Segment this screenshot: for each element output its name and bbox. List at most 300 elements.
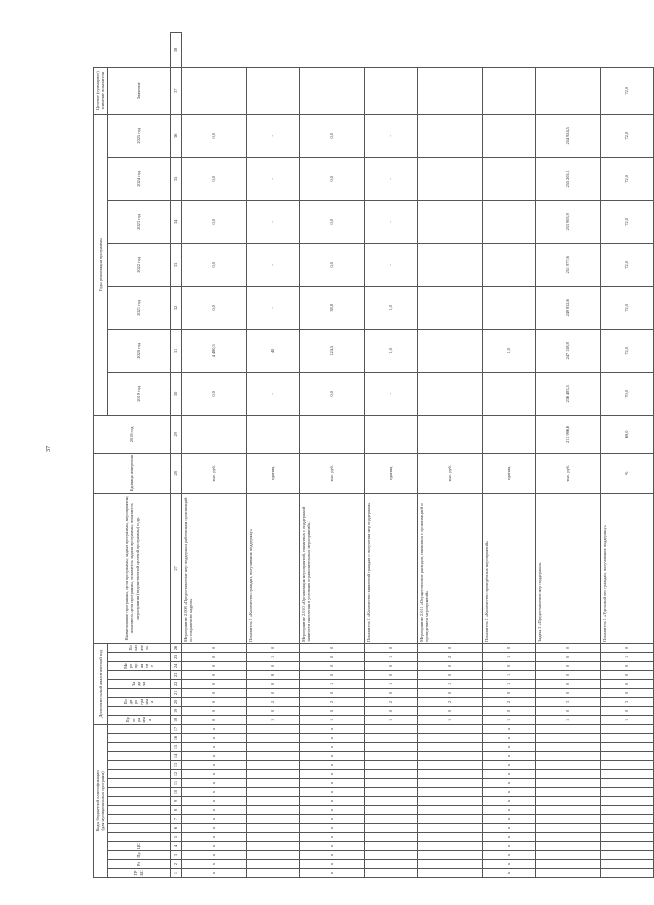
table-row	[417, 33, 482, 878]
budget-code-cell	[364, 824, 417, 833]
budget-code-cell: x	[181, 770, 246, 779]
table-row	[181, 33, 246, 878]
year-header: 2025 год	[107, 114, 170, 157]
program-name-header: Наименование программы, цели программы, задачи программы, мероприятия; показатель цели программы, показатель задачи программы, показатель мероприятия (ведомственной целевой программы) и др.	[94, 493, 171, 643]
budget-code-cell	[246, 815, 299, 824]
year-value-cell: -	[246, 243, 299, 286]
budget-code-cell	[364, 797, 417, 806]
budget-code-cell: x	[482, 797, 535, 806]
budget-code-cell	[364, 815, 417, 824]
additional-code-cell: 0	[417, 643, 482, 652]
year-value-cell	[417, 200, 482, 243]
year-value-cell: 1,0	[482, 329, 535, 372]
column-index: 9	[170, 797, 181, 806]
budget-code-cell	[417, 824, 482, 833]
budget-code-cell: x	[181, 851, 246, 860]
year-value-cell	[417, 372, 482, 415]
budget-code-cell: x	[181, 860, 246, 869]
year-value-cell: 0,0	[299, 157, 364, 200]
additional-code-cell: 0	[246, 661, 299, 670]
additional-code-cell: 1	[299, 715, 364, 724]
budget-code-subheader	[107, 743, 170, 752]
year-value-cell	[482, 200, 535, 243]
program-indicators-table	[93, 32, 654, 878]
budget-code-cell	[364, 851, 417, 860]
budget-code-cell	[535, 770, 600, 779]
year-value-cell: 1,0	[364, 329, 417, 372]
budget-code-cell	[417, 788, 482, 797]
year-value-cell	[482, 286, 535, 329]
budget-code-cell	[417, 842, 482, 851]
indicator-name-cell: Показатель 1 «Удельный вес граждан, получивших поддержку»	[600, 493, 653, 643]
additional-code-cell: 3	[600, 697, 653, 706]
budget-code-cell	[535, 761, 600, 770]
additional-code-cell: 0	[181, 715, 246, 724]
column-index: 11	[170, 779, 181, 788]
column-index: 28	[170, 453, 181, 493]
budget-code-cell	[600, 797, 653, 806]
budget-code-subheader: ЦС	[107, 842, 170, 851]
additional-code-cell: 0	[600, 670, 653, 679]
budget-code-cell	[417, 869, 482, 878]
page-number: 37	[46, 446, 52, 452]
additional-code-cell: 1	[246, 652, 299, 661]
budget-code-cell	[417, 761, 482, 770]
unit-cell: единиц	[246, 453, 299, 493]
budget-code-cell: x	[482, 833, 535, 842]
budget-code-cell: x	[482, 860, 535, 869]
budget-code-cell	[600, 779, 653, 788]
budget-code-cell	[535, 788, 600, 797]
budget-code-cell: x	[299, 779, 364, 788]
budget-code-cell	[417, 734, 482, 743]
base-year-cell	[181, 415, 246, 453]
year-value-cell: -	[364, 200, 417, 243]
additional-code-cell: 2	[299, 697, 364, 706]
budget-code-cell	[535, 743, 600, 752]
budget-code-cell: x	[181, 779, 246, 788]
year-value-cell: -	[246, 114, 299, 157]
year-value-cell: -	[246, 372, 299, 415]
year-value-cell: 0,0	[181, 200, 246, 243]
year-value-cell: -	[364, 372, 417, 415]
column-index: 24	[170, 661, 181, 670]
year-value-cell: 72,0	[600, 200, 653, 243]
budget-code-cell	[600, 842, 653, 851]
budget-code-cell: x	[181, 815, 246, 824]
additional-code-cell: 0	[181, 670, 246, 679]
budget-code-subheader	[107, 761, 170, 770]
year-value-cell: 72,0	[600, 157, 653, 200]
budget-code-cell	[600, 806, 653, 815]
target-value-cell	[181, 67, 246, 114]
budget-code-cell: x	[299, 734, 364, 743]
additional-code-subheader: Задача	[107, 679, 170, 688]
additional-code-cell: 0	[299, 706, 364, 715]
budget-code-cell: x	[482, 824, 535, 833]
additional-code-cell: 1	[482, 670, 535, 679]
budget-code-cell	[535, 833, 600, 842]
year-value-cell	[417, 114, 482, 157]
base-year-cell	[482, 415, 535, 453]
additional-code-cell: 0	[181, 643, 246, 652]
additional-code-cell: 2	[417, 697, 482, 706]
column-index: 26	[170, 643, 181, 652]
additional-code-cell: 1	[299, 679, 364, 688]
budget-code-cell	[600, 788, 653, 797]
budget-code-subheader	[107, 824, 170, 833]
additional-code-cell: 1	[246, 715, 299, 724]
additional-code-cell: 1	[364, 679, 417, 688]
year-value-cell: 253 905,9	[535, 200, 600, 243]
column-index: 19	[170, 706, 181, 715]
column-index: 33	[170, 243, 181, 286]
budget-code-cell: x	[482, 779, 535, 788]
column-index: 20	[170, 697, 181, 706]
column-index: 27	[170, 493, 181, 643]
year-value-cell: 1,0	[364, 286, 417, 329]
year-value-cell: -	[246, 200, 299, 243]
budget-code-cell: x	[482, 752, 535, 761]
column-index: 7	[170, 815, 181, 824]
additional-code-cell: 0	[417, 688, 482, 697]
budget-code-cell	[600, 743, 653, 752]
budget-code-cell	[535, 842, 600, 851]
year-value-cell: 0,0	[299, 243, 364, 286]
column-index: 3	[170, 851, 181, 860]
year-value-cell: -	[246, 157, 299, 200]
budget-code-cell: x	[299, 806, 364, 815]
additional-code-cell: 0	[482, 643, 535, 652]
year-value-cell: -	[364, 157, 417, 200]
additional-code-cell: 0	[482, 661, 535, 670]
unit-cell: тыс. руб.	[535, 453, 600, 493]
additional-code-subheader: Показатель	[107, 643, 170, 652]
budget-code-cell: x	[181, 806, 246, 815]
budget-code-cell	[600, 851, 653, 860]
budget-code-cell	[535, 752, 600, 761]
budget-code-cell	[246, 743, 299, 752]
year-value-cell: 70,0	[600, 372, 653, 415]
column-index: 13	[170, 761, 181, 770]
indicator-name-cell: Показатель 1 «Количество проведённых мероприятий»	[482, 493, 535, 643]
year-value-cell: 4 480,5	[181, 329, 246, 372]
budget-code-cell: x	[181, 824, 246, 833]
budget-code-cell: x	[482, 815, 535, 824]
budget-code-cell: x	[181, 797, 246, 806]
target-value-cell	[246, 67, 299, 114]
year-header: 2021 год	[107, 286, 170, 329]
additional-code-cell: 0	[181, 697, 246, 706]
additional-code-cell: 1	[600, 652, 653, 661]
additional-code-cell: 0	[482, 706, 535, 715]
additional-code-subheader	[107, 706, 170, 715]
additional-code-cell: 2	[246, 697, 299, 706]
additional-code-cell: 3	[535, 697, 600, 706]
target-value-cell	[482, 67, 535, 114]
budget-code-cell	[364, 833, 417, 842]
additional-code-cell: 0	[364, 643, 417, 652]
target-value-cell	[535, 67, 600, 114]
column-index: 35	[170, 157, 181, 200]
year-value-cell	[482, 114, 535, 157]
year-value-cell	[417, 286, 482, 329]
budget-code-cell	[246, 724, 299, 733]
additional-code-header: Дополнительный аналитический код	[94, 643, 108, 724]
additional-code-cell: 0	[364, 706, 417, 715]
year-value-cell: -	[364, 114, 417, 157]
budget-code-subheader	[107, 779, 170, 788]
column-index: 23	[170, 670, 181, 679]
budget-code-cell	[364, 770, 417, 779]
additional-code-subheader: Программа	[107, 715, 170, 724]
budget-code-cell: x	[299, 743, 364, 752]
budget-code-cell	[600, 833, 653, 842]
additional-code-cell: 0	[535, 679, 600, 688]
budget-code-cell	[600, 770, 653, 779]
budget-code-cell	[364, 734, 417, 743]
budget-code-cell	[417, 797, 482, 806]
additional-code-cell: 1	[364, 652, 417, 661]
budget-code-subheader	[107, 770, 170, 779]
budget-code-cell	[600, 869, 653, 878]
additional-code-cell: 0	[246, 679, 299, 688]
additional-code-cell: 0	[246, 688, 299, 697]
year-value-cell: 247 158,8	[535, 329, 600, 372]
target-value-cell	[417, 67, 482, 114]
additional-code-cell: 0	[600, 661, 653, 670]
base-year-cell	[364, 415, 417, 453]
additional-code-cell: 0	[417, 661, 482, 670]
additional-code-cell: 0	[482, 688, 535, 697]
unit-cell: тыс. руб.	[417, 453, 482, 493]
budget-code-cell: x	[299, 851, 364, 860]
budget-code-cell	[417, 779, 482, 788]
column-index: 8	[170, 806, 181, 815]
year-value-cell	[417, 157, 482, 200]
budget-code-cell: x	[299, 788, 364, 797]
budget-code-cell	[535, 869, 600, 878]
budget-code-subheader	[107, 752, 170, 761]
budget-code-subheader	[107, 833, 170, 842]
year-header: 2020 год	[107, 329, 170, 372]
year-value-cell	[417, 329, 482, 372]
budget-code-cell: x	[299, 833, 364, 842]
year-value-cell: 0,0	[181, 114, 246, 157]
indicator-name-cell: Задача 3 «Предоставление мер поддержки»	[535, 493, 600, 643]
budget-code-cell: x	[299, 815, 364, 824]
table-row	[246, 33, 299, 878]
column-index: 12	[170, 770, 181, 779]
additional-code-cell: 1	[482, 715, 535, 724]
additional-code-subheader	[107, 688, 170, 697]
target-group-header: Целевое (суммарное) значение показателя	[94, 67, 108, 114]
budget-code-cell	[364, 869, 417, 878]
additional-code-cell: 0	[600, 706, 653, 715]
budget-code-cell	[246, 842, 299, 851]
year-value-cell: 124,5	[299, 329, 364, 372]
budget-code-cell	[246, 770, 299, 779]
table-row	[600, 33, 653, 878]
budget-code-cell: x	[299, 869, 364, 878]
budget-code-subheader	[107, 788, 170, 797]
budget-code-cell	[364, 788, 417, 797]
budget-code-cell	[364, 842, 417, 851]
indicator-name-cell: Мероприятие 2.008 «Предоставление мер поддержки работникам организаций по сохранению кадров»	[181, 493, 246, 643]
budget-code-cell: x	[299, 752, 364, 761]
budget-code-cell: x	[299, 770, 364, 779]
budget-code-cell	[246, 752, 299, 761]
budget-code-cell	[417, 724, 482, 733]
budget-code-cell	[246, 788, 299, 797]
budget-code-cell: x	[482, 770, 535, 779]
year-header: 2023 год	[107, 200, 170, 243]
budget-code-cell: x	[482, 851, 535, 860]
column-index: 16	[170, 734, 181, 743]
column-index: 6	[170, 824, 181, 833]
budget-code-cell	[417, 806, 482, 815]
year-value-cell: 38,8	[299, 286, 364, 329]
budget-code-cell	[417, 851, 482, 860]
additional-code-cell: 0	[600, 688, 653, 697]
budget-code-cell	[535, 824, 600, 833]
budget-code-cell: x	[181, 788, 246, 797]
additional-code-subheader: Мероприятие	[107, 661, 170, 670]
budget-code-cell: x	[482, 869, 535, 878]
year-value-cell: 251 977,6	[535, 243, 600, 286]
budget-code-cell: x	[482, 734, 535, 743]
budget-code-subheader: ГРБС	[107, 869, 170, 878]
year-value-cell: 40	[246, 329, 299, 372]
budget-code-cell: x	[181, 869, 246, 878]
budget-code-cell	[417, 752, 482, 761]
budget-code-cell	[246, 860, 299, 869]
additional-code-cell: 0	[299, 643, 364, 652]
year-value-cell	[482, 157, 535, 200]
budget-code-subheader	[107, 734, 170, 743]
additional-code-cell: 0	[181, 661, 246, 670]
additional-code-cell: 0	[417, 706, 482, 715]
year-value-cell: 254 924,5	[535, 114, 600, 157]
column-index: 21	[170, 688, 181, 697]
budget-code-cell: x	[181, 842, 246, 851]
target-value-cell	[364, 67, 417, 114]
additional-code-cell: 0	[535, 661, 600, 670]
budget-code-cell	[417, 860, 482, 869]
budget-code-cell	[246, 806, 299, 815]
budget-code-subheader: Пр	[107, 851, 170, 860]
year-header: 2019 год	[107, 372, 170, 415]
year-value-cell: 255 205,1	[535, 157, 600, 200]
budget-code-cell	[535, 734, 600, 743]
budget-code-cell: x	[482, 788, 535, 797]
budget-code-cell: x	[299, 724, 364, 733]
column-index: 5	[170, 833, 181, 842]
budget-code-cell	[364, 779, 417, 788]
year-value-cell	[482, 243, 535, 286]
table-row	[364, 33, 417, 878]
base-year-header: 2018 год	[94, 415, 171, 453]
budget-code-cell	[600, 824, 653, 833]
budget-code-cell	[600, 752, 653, 761]
budget-code-cell	[535, 779, 600, 788]
years-group-header: Годы реализации программы	[94, 114, 108, 415]
year-value-cell: 72,0	[600, 114, 653, 157]
additional-code-subheader: Подпрограмма	[107, 697, 170, 706]
budget-code-cell: x	[299, 824, 364, 833]
unit-cell: единиц	[482, 453, 535, 493]
year-value-cell: -	[246, 286, 299, 329]
additional-code-cell: 0	[535, 670, 600, 679]
year-header: 2024 год	[107, 157, 170, 200]
budget-code-cell: x	[482, 743, 535, 752]
additional-code-cell: 0	[417, 670, 482, 679]
additional-code-cell: 1	[535, 715, 600, 724]
budget-code-cell: x	[181, 761, 246, 770]
budget-code-cell	[535, 806, 600, 815]
additional-code-cell: 0	[535, 652, 600, 661]
indicator-name-cell: Показатель 1 «Количество граждан, получивших поддержку»	[246, 493, 299, 643]
column-index: 25	[170, 652, 181, 661]
additional-code-cell: 1	[417, 715, 482, 724]
column-index: 32	[170, 286, 181, 329]
column-index: 36	[170, 114, 181, 157]
budget-code-cell	[600, 860, 653, 869]
budget-code-cell	[246, 869, 299, 878]
budget-code-cell: x	[299, 761, 364, 770]
additional-code-cell: 0	[299, 670, 364, 679]
year-value-cell: 0.0	[181, 372, 246, 415]
additional-code-cell: 2	[364, 697, 417, 706]
column-index: 22	[170, 679, 181, 688]
indicator-name-cell: Показатель 1 «Количество заявлений граждан о получении мер поддержки»	[364, 493, 417, 643]
additional-code-cell: 0	[299, 661, 364, 670]
year-value-cell	[417, 243, 482, 286]
year-value-cell: 72,0	[600, 286, 653, 329]
budget-code-cell	[364, 724, 417, 733]
budget-code-cell	[417, 815, 482, 824]
budget-code-cell	[535, 815, 600, 824]
budget-code-cell	[364, 752, 417, 761]
column-index: 1	[170, 869, 181, 878]
budget-code-cell	[600, 761, 653, 770]
unit-cell: единиц	[364, 453, 417, 493]
budget-code-cell	[246, 824, 299, 833]
additional-code-cell: 0	[246, 643, 299, 652]
budget-code-cell: x	[482, 842, 535, 851]
document-table-container	[93, 32, 630, 878]
additional-code-cell: 0	[535, 706, 600, 715]
budget-code-cell	[535, 797, 600, 806]
year-value-cell: 249 832,6	[535, 286, 600, 329]
table-row	[535, 33, 600, 878]
budget-code-cell: x	[299, 860, 364, 869]
additional-code-cell: 0	[181, 652, 246, 661]
target-value-cell	[299, 67, 364, 114]
budget-code-cell	[600, 815, 653, 824]
additional-code-cell: 2	[417, 652, 482, 661]
unit-cell: тыс. руб.	[181, 453, 246, 493]
budget-code-cell: x	[482, 806, 535, 815]
column-index: 10	[170, 788, 181, 797]
budget-code-subheader	[107, 797, 170, 806]
year-value-cell: -	[364, 243, 417, 286]
additional-code-cell: 0	[299, 652, 364, 661]
year-value-cell: 0,0	[181, 243, 246, 286]
column-index: 14	[170, 752, 181, 761]
budget-code-cell: x	[181, 752, 246, 761]
column-index: 29	[170, 415, 181, 453]
